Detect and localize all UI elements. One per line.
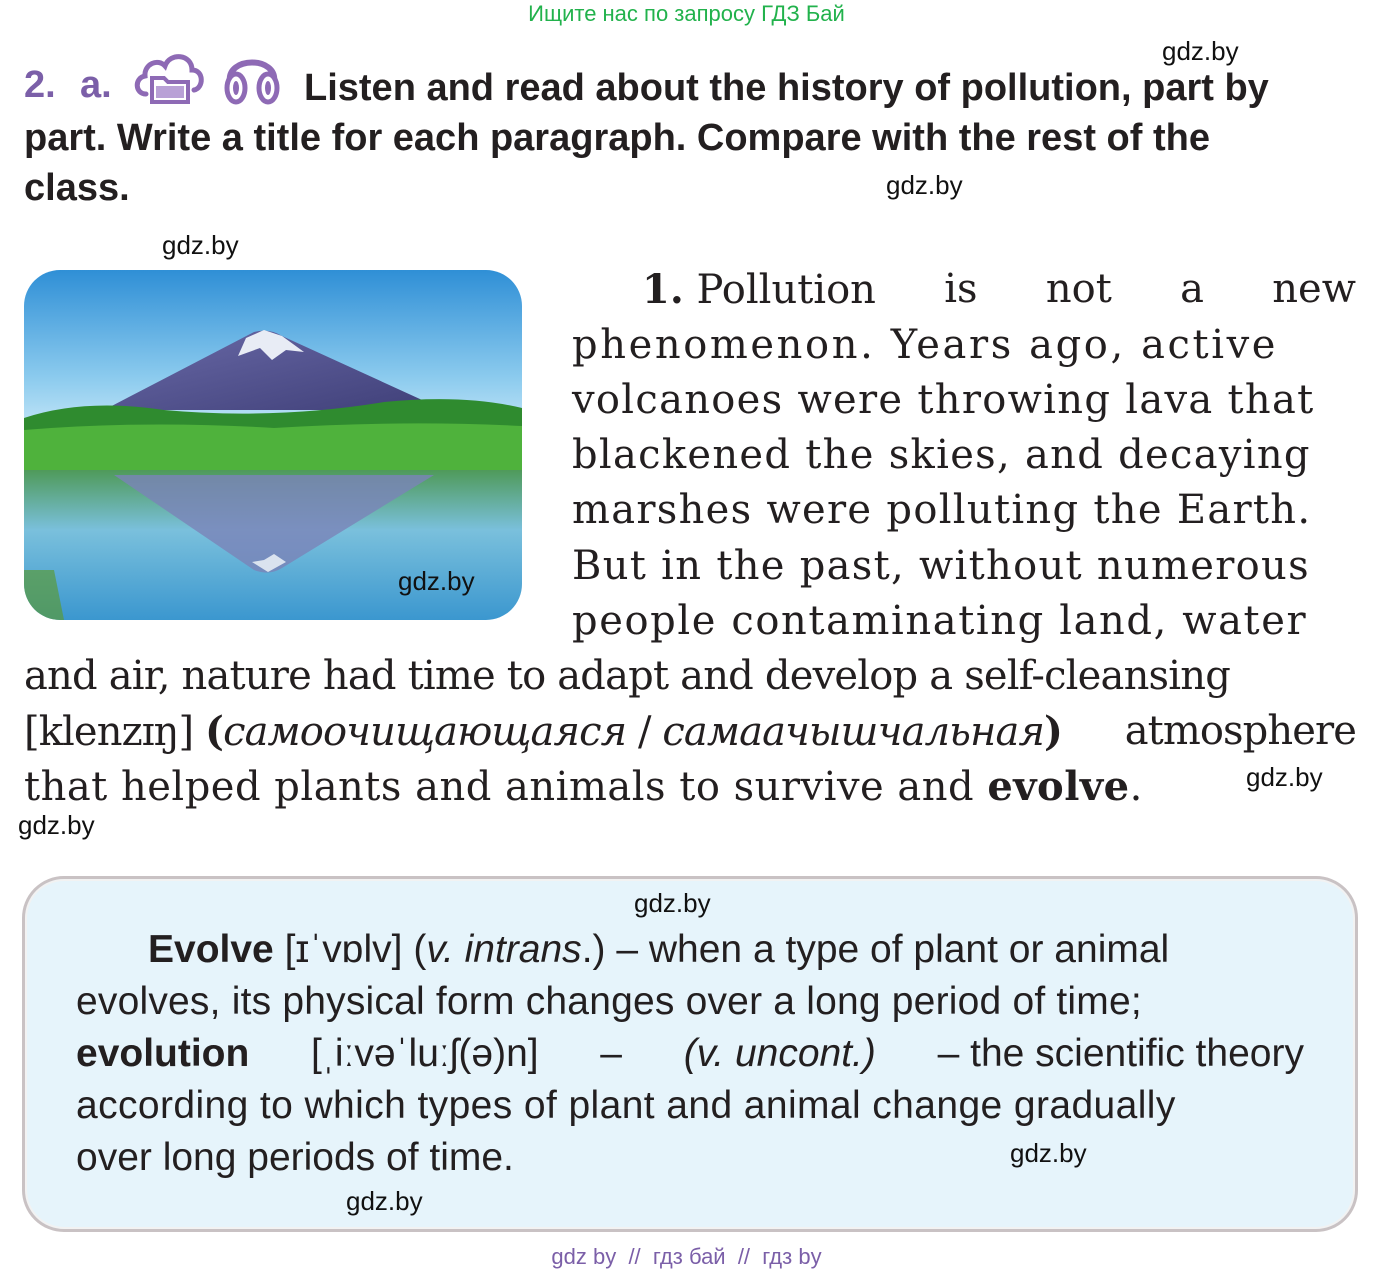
paragraph-line-7: people contaminating land, water	[572, 598, 1308, 644]
instruction-line-2: part. Write a title for each paragraph. Compare with the rest of the	[24, 117, 1210, 159]
term-evolution: evolution	[76, 1032, 250, 1075]
headphones-icon	[222, 44, 282, 106]
belarusian-translation: самаачышчальная	[662, 709, 1045, 755]
instruction-line-1: Listen and read about the history of pollution, part by	[304, 67, 1269, 109]
definition-line-5: over long periods of time.	[76, 1136, 514, 1179]
watermark: gdz.by	[1246, 762, 1323, 792]
watermark: gdz.by	[1162, 36, 1239, 66]
definition-line-1: Evolve [ɪˈvɒlv] (v. intrans.) – when a type of plant or animal	[148, 928, 1170, 971]
task-number: 2.	[24, 64, 56, 106]
watermark: gdz.by	[886, 170, 963, 200]
watermark: gdz.by	[1010, 1138, 1087, 1168]
transcription: [klenzɪŋ]	[24, 709, 194, 755]
paragraph-line-4: blackened the skies, and decaying	[572, 432, 1311, 478]
paragraph-line-2: phenomenon. Years ago, active	[572, 322, 1279, 368]
watermark: gdz.by	[634, 888, 711, 918]
footer-links: gdz by // гдз бай // гдз by	[551, 1244, 822, 1269]
watermark: gdz.by	[346, 1186, 423, 1216]
watermark: gdz.by	[18, 810, 95, 840]
keyword-evolve: evolve	[987, 763, 1130, 810]
russian-translation: самоочищающаяся	[223, 709, 627, 755]
paragraph-line-3: volcanoes were throwing lava that	[572, 377, 1315, 423]
paragraph-line-1: 1. Pollution is not a new	[642, 266, 1356, 313]
task-letter: a.	[80, 64, 112, 106]
paragraph-line-8: and air, nature had time to adapt and develop a self-cleansing	[24, 653, 1231, 699]
paragraph-line-6: But in the past, without numerous	[572, 543, 1310, 589]
definition-line-4: according to which types of plant and animal change gradually	[76, 1084, 1176, 1127]
top-banner: Ищите нас по запросу ГДЗ Бай	[528, 1, 845, 26]
cloud-folder-icon	[132, 48, 206, 104]
watermark: gdz.by	[398, 566, 475, 596]
definition-line-3: evolution [ˌiːvəˈluːʃ(ə)n] – (v. uncont.) – the scientific theory	[76, 1028, 1304, 1080]
term-evolve: Evolve	[148, 928, 274, 971]
paragraph-line-5: marshes were polluting the Earth.	[572, 487, 1312, 533]
definition-line-2: evolves, its physical form changes over a long period of time;	[76, 980, 1142, 1023]
instruction-line-3: class.	[24, 167, 130, 209]
watermark: gdz.by	[162, 230, 239, 260]
paragraph-line-10: that helped plants and animals to survive and evolve.	[24, 763, 1143, 810]
paragraph-number: 1.	[642, 266, 684, 313]
paragraph-line-9: [klenzɪŋ] (самоочищающаяся / самаачышчальная) atmosphere	[24, 708, 1356, 755]
